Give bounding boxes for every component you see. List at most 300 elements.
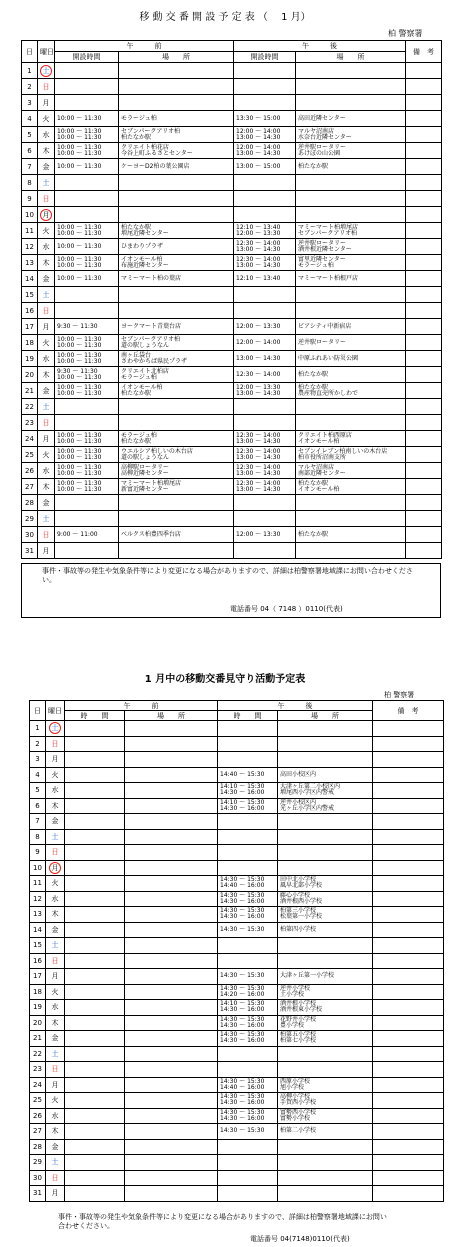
time-text: 12:30 ～ 14:00 (236, 463, 281, 471)
time-text: 12:00 ～ 13:30 (236, 229, 281, 237)
place-cell (278, 845, 373, 861)
time-cell (55, 431, 119, 447)
header-day-2: 日 (30, 701, 46, 721)
time-text: 13:00 ～ 14:30 (236, 389, 281, 397)
weekday (46, 1015, 65, 1031)
place-cell (119, 223, 234, 239)
place-cell (296, 495, 406, 511)
weekday-label: 土 (42, 290, 50, 299)
note-cell (373, 845, 444, 861)
time-cell (218, 1108, 278, 1124)
place-text: 豊小学校 (280, 1021, 305, 1029)
time-text: 9:30 ～ 11:30 (57, 367, 98, 375)
note-cell (406, 495, 442, 511)
place-cell (125, 891, 218, 907)
place-cell (296, 143, 406, 159)
place-cell (125, 752, 218, 768)
place-text: 酒井根東小学校 (280, 1006, 323, 1014)
time-cell (218, 736, 278, 752)
place-text: 南部近隣センター (298, 469, 346, 477)
time-text: 14:30 ～ 16:00 (220, 897, 265, 905)
place-text: マルヤ沼南店 (298, 463, 335, 471)
time-cell (234, 479, 296, 495)
place-text: 逆井小学校 (280, 984, 311, 992)
weekday (46, 1031, 65, 1047)
weekday (46, 984, 65, 1000)
time-cell (218, 798, 278, 814)
time-cell (218, 969, 278, 985)
note-cell (406, 351, 442, 367)
weekday-label: 金 (51, 1034, 59, 1043)
place-cell (125, 953, 218, 969)
place-cell (125, 721, 218, 737)
place-text: ベルクス柏豊四季台店 (121, 530, 181, 538)
table-row (22, 495, 442, 511)
note-cell (406, 95, 442, 111)
weekday-label: 日 (51, 848, 59, 857)
time-cell (55, 447, 119, 463)
weekday-label: 金 (42, 498, 50, 507)
header-am-place-2: 場 所 (125, 711, 218, 721)
weekday-label: 金 (51, 1142, 59, 1151)
header-day: 日 (22, 41, 38, 63)
place-text: セブンパークアリオ柏 (121, 127, 181, 135)
time-text: 10:00 ～ 11:30 (57, 114, 102, 122)
time-text: 10:00 ～ 11:30 (57, 447, 102, 455)
place-cell (278, 1108, 373, 1124)
time-cell (55, 319, 119, 335)
note-cell (373, 752, 444, 768)
weekday (46, 798, 65, 814)
weekday-label: 火 (51, 987, 59, 996)
place-text: 逆井駅ロータリー (298, 338, 347, 346)
time-text: 14:30 ～ 15:30 (220, 1077, 265, 1085)
note-cell (373, 1000, 444, 1016)
note-cell (406, 255, 442, 271)
place-cell (296, 351, 406, 367)
place-text: 増尾西小学区内警戒 (280, 789, 335, 797)
day-number: 26 (22, 463, 38, 479)
day-number: 4 (30, 767, 46, 783)
weekday-label: 水 (51, 1111, 59, 1120)
place-cell (119, 303, 234, 319)
day-number: 3 (22, 95, 38, 111)
patrol-schedule-title: 1 月中の移動交番見守り活動予定表 (144, 674, 306, 685)
weekday-label: 木 (51, 1127, 59, 1136)
time-cell (234, 335, 296, 351)
table-row (22, 271, 442, 287)
time-text: 14:30 ～ 15:30 (220, 1108, 265, 1116)
weekday (46, 1124, 65, 1140)
place-cell (278, 829, 373, 845)
time-text: 10:00 ～ 11:30 (57, 453, 102, 461)
place-text: 田中北小学校 (280, 876, 317, 884)
time-cell (218, 814, 278, 830)
time-cell (218, 1000, 278, 1016)
place-cell (296, 207, 406, 223)
place-text: モラージュ柏 (298, 261, 334, 269)
day-number: 9 (30, 845, 46, 861)
place-text: 高柳小学校 (280, 1093, 311, 1101)
note-cell (373, 1062, 444, 1078)
time-text: 12:00 ～ 14:00 (236, 143, 281, 151)
place-cell (296, 175, 406, 191)
weekday-label: 土 (49, 722, 61, 734)
place-cell (125, 829, 218, 845)
place-cell (278, 860, 373, 876)
place-cell (278, 1155, 373, 1171)
note-cell (406, 63, 442, 79)
time-text: 12:30 ～ 14:00 (236, 431, 281, 439)
table-row (30, 1093, 444, 1109)
weekday (38, 527, 55, 543)
weekday (38, 415, 55, 431)
place-cell (119, 511, 234, 527)
weekday-label: 月 (51, 972, 59, 981)
time-cell (65, 736, 125, 752)
place-cell (278, 1093, 373, 1109)
table-row (30, 969, 444, 985)
day-number: 15 (30, 938, 46, 954)
note-cell (373, 783, 444, 799)
weekday-label: 火 (51, 879, 59, 888)
place-cell (296, 415, 406, 431)
place-cell (125, 1155, 218, 1171)
time-cell (55, 543, 119, 559)
weekday-label: 木 (51, 910, 59, 919)
time-text: 14:30 ～ 15:30 (220, 891, 265, 899)
place-text: ウエルシア柏しいの木台店 (121, 447, 193, 455)
header-dow-2: 曜日 (46, 701, 65, 721)
time-text: 9:30 ～ 11:30 (57, 322, 98, 330)
time-text: 14:30 ～ 16:00 (220, 1006, 265, 1014)
weekday (38, 463, 55, 479)
time-text: 13:00 ～ 14:30 (236, 133, 281, 141)
place-cell (296, 287, 406, 303)
time-cell (218, 876, 278, 892)
day-number: 30 (22, 527, 38, 543)
place-text: マミーマート柏増尾店 (121, 479, 182, 487)
note-cell (373, 891, 444, 907)
note-cell (406, 143, 442, 159)
place-text: クリエイト柏花店 (121, 143, 169, 151)
time-cell (234, 255, 296, 271)
weekday (38, 239, 55, 255)
table-row (30, 829, 444, 845)
notice-text-2: 事件・事故等の発生や気象条件等により変更になる場合がありますので、詳細は柏警察署地域課にお問い合わせください。 (58, 1213, 387, 1230)
note-cell (373, 829, 444, 845)
day-number: 26 (30, 1108, 46, 1124)
time-cell (234, 95, 296, 111)
time-text: 13:00 ～ 14:30 (236, 149, 281, 157)
weekday-label: 水 (51, 786, 59, 795)
day-number: 18 (30, 984, 46, 1000)
place-cell (296, 543, 406, 559)
note-cell (406, 367, 442, 383)
time-text: 10:00 ～ 11:30 (57, 479, 102, 487)
time-cell (65, 1046, 125, 1062)
place-cell (296, 159, 406, 175)
place-cell (296, 271, 406, 287)
place-cell (119, 127, 234, 143)
weekday-label: 木 (42, 482, 50, 491)
time-cell (65, 1186, 125, 1202)
weekday-label: 木 (42, 146, 50, 155)
weekday-label: 火 (42, 450, 50, 459)
time-cell (218, 907, 278, 923)
table-row (22, 335, 442, 351)
weekday (38, 447, 55, 463)
time-cell (65, 1124, 125, 1140)
time-text: 10:00 ～ 11:30 (57, 149, 102, 157)
phone-number-2: 電話番号 04(7148)0110(代表) (250, 1235, 350, 1243)
day-number: 2 (22, 79, 38, 95)
weekday (46, 969, 65, 985)
time-text: 10:00 ～ 11:30 (57, 351, 102, 359)
table-row (30, 1155, 444, 1171)
weekday-label: 火 (51, 1096, 59, 1105)
place-cell (125, 1124, 218, 1140)
time-cell (218, 922, 278, 938)
place-text: 道の駅しょうなん (121, 453, 170, 461)
place-text: 今谷上町ふるさとセンター (121, 149, 193, 157)
note-cell (373, 798, 444, 814)
place-text: 大津ヶ丘第一小学校 (280, 972, 335, 980)
weekday-label: 月 (51, 1189, 59, 1198)
time-text: 13:00 ～ 14:30 (236, 437, 281, 445)
place-text: 柏たなか駅 (121, 223, 152, 231)
time-cell (234, 271, 296, 287)
time-cell (65, 1093, 125, 1109)
time-cell (234, 383, 296, 399)
time-text: 13:30 ～ 15:00 (236, 114, 281, 122)
time-text: 10:00 ～ 11:30 (57, 383, 102, 391)
time-text: 12:00 ～ 14:00 (236, 338, 281, 346)
table-row (22, 511, 442, 527)
note-cell (373, 1124, 444, 1140)
place-text: モラージュ柏 (121, 114, 157, 122)
weekday (38, 143, 55, 159)
time-cell (65, 984, 125, 1000)
weekday-label: 土 (51, 1049, 59, 1058)
time-text: 10:00 ～ 11:30 (57, 341, 102, 349)
weekday-label: 土 (51, 832, 59, 841)
time-cell (55, 463, 119, 479)
note-cell (406, 271, 442, 287)
time-text: 12:30 ～ 14:00 (236, 370, 281, 378)
time-text: 14:30 ～ 15:30 (220, 925, 265, 933)
time-cell (234, 127, 296, 143)
time-cell (55, 367, 119, 383)
time-cell (218, 891, 278, 907)
place-cell (125, 1000, 218, 1016)
day-number: 5 (22, 127, 38, 143)
table-row (30, 845, 444, 861)
place-cell (278, 1015, 373, 1031)
time-text: 10:00 ～ 11:30 (57, 437, 102, 445)
time-text: 14:30 ～ 15:30 (220, 972, 265, 980)
weekday (46, 752, 65, 768)
note-cell (373, 860, 444, 876)
day-number: 23 (30, 1062, 46, 1078)
time-text: 14:30 ～ 15:30 (220, 984, 265, 992)
place-text: ひまわりプラザ (121, 242, 164, 250)
time-text: 14:30 ～ 16:00 (220, 1037, 265, 1045)
day-number: 28 (22, 495, 38, 511)
day-number: 31 (30, 1186, 46, 1202)
phone-number: 電話番号 04（ 7148 ）0110(代表) (230, 605, 343, 613)
note-cell (406, 175, 442, 191)
time-text: 12:00 ～ 13:30 (236, 322, 281, 330)
weekday-label: 日 (42, 418, 50, 427)
time-text: 13:00 ～ 14:30 (236, 469, 281, 477)
time-text: 10:00 ～ 11:30 (57, 162, 102, 170)
place-text: マミーマート柏根戸店 (298, 274, 359, 282)
header-am-time-2: 時 間 (65, 711, 125, 721)
time-cell (234, 367, 296, 383)
place-cell (119, 255, 234, 271)
place-cell (119, 383, 234, 399)
time-cell (55, 415, 119, 431)
place-cell (296, 463, 406, 479)
note-cell (373, 938, 444, 954)
place-text: 光ヶ丘小学区内警戒 (280, 804, 335, 812)
time-cell (65, 1155, 125, 1171)
note-cell (406, 191, 442, 207)
day-number: 12 (30, 891, 46, 907)
time-cell (218, 767, 278, 783)
day-number: 31 (22, 543, 38, 559)
place-cell (125, 1139, 218, 1155)
place-cell (296, 79, 406, 95)
time-cell (65, 953, 125, 969)
time-cell (55, 511, 119, 527)
time-cell (65, 876, 125, 892)
time-cell (55, 95, 119, 111)
day-number: 22 (22, 399, 38, 415)
time-cell (55, 239, 119, 255)
time-text: 12:30 ～ 14:00 (236, 479, 281, 487)
day-number: 3 (30, 752, 46, 768)
weekday-label: 金 (42, 162, 50, 171)
place-cell (119, 479, 234, 495)
place-text: 高柳駅ロータリー (121, 463, 170, 471)
place-cell (119, 79, 234, 95)
place-text: イオンモール柏 (121, 383, 163, 391)
place-text: モラージュ柏 (121, 373, 157, 381)
day-number: 28 (30, 1139, 46, 1155)
note-cell (406, 239, 442, 255)
table-row (22, 143, 442, 159)
weekday (46, 1139, 65, 1155)
day-number: 27 (30, 1124, 46, 1140)
place-text: 増尾近隣センター (121, 229, 169, 237)
time-cell (55, 527, 119, 543)
time-text: 10:00 ～ 11:30 (57, 469, 102, 477)
day-number: 15 (22, 287, 38, 303)
organization-name-2: 柏 警察署 (384, 691, 415, 699)
note-cell (373, 1186, 444, 1202)
day-number: 16 (30, 953, 46, 969)
place-text: 柏たなか駅 (121, 389, 152, 397)
time-cell (55, 271, 119, 287)
header-pm-time-2: 時 間 (218, 711, 278, 721)
day-number: 6 (22, 143, 38, 159)
time-cell (65, 969, 125, 985)
table-row (22, 431, 442, 447)
place-cell (119, 111, 234, 127)
place-cell (119, 95, 234, 111)
time-text: 12:00 ～ 13:30 (236, 530, 281, 538)
time-cell (65, 1015, 125, 1031)
weekday-label: 日 (51, 1065, 59, 1074)
place-cell (296, 255, 406, 271)
place-cell (125, 984, 218, 1000)
time-cell (65, 1031, 125, 1047)
weekday (38, 495, 55, 511)
weekday-label: 日 (42, 82, 50, 91)
time-text: 13:00 ～ 14:30 (236, 354, 281, 362)
weekday (46, 922, 65, 938)
time-text: 14:40 ～ 16:00 (220, 882, 265, 890)
place-cell (125, 798, 218, 814)
weekday-label: 水 (42, 466, 50, 475)
time-cell (234, 207, 296, 223)
place-text: 柏たなか駅 (298, 383, 329, 391)
place-cell (296, 191, 406, 207)
day-number: 4 (22, 111, 38, 127)
time-text: 14:30 ～ 15:30 (220, 1015, 265, 1023)
place-text: 逆井駅ロータリー (298, 143, 347, 151)
time-text: 14:30 ～ 16:00 (220, 913, 265, 921)
time-text: 10:00 ～ 11:30 (57, 229, 102, 237)
place-cell (119, 543, 234, 559)
place-text: 高田小校区内 (280, 770, 317, 778)
place-cell (278, 938, 373, 954)
time-text: 14:30 ～ 15:30 (220, 876, 265, 884)
weekday (46, 1155, 65, 1171)
weekday (46, 1062, 65, 1078)
place-text: マミーマート柏増尾店 (298, 223, 359, 231)
day-number: 9 (22, 191, 38, 207)
place-cell (278, 1031, 373, 1047)
place-cell (278, 891, 373, 907)
place-cell (296, 367, 406, 383)
table-row (22, 191, 442, 207)
weekday (38, 95, 55, 111)
place-cell (296, 111, 406, 127)
place-text: 柏市役所沼南支所 (298, 453, 347, 461)
time-cell (65, 783, 125, 799)
place-cell (119, 415, 234, 431)
weekday-label: 火 (42, 114, 50, 123)
note-cell (373, 767, 444, 783)
place-cell (125, 938, 218, 954)
weekday-label: 木 (51, 1018, 59, 1027)
time-text: 10:00 ～ 11:30 (57, 357, 102, 365)
day-number: 19 (22, 351, 38, 367)
time-cell (55, 223, 119, 239)
weekday-label: 土 (42, 402, 50, 411)
weekday-label: 水 (42, 242, 50, 251)
place-cell (278, 1077, 373, 1093)
weekday (46, 767, 65, 783)
table-row (30, 752, 444, 768)
table-row (30, 1015, 444, 1031)
time-text: 14:10 ～ 15:30 (220, 783, 265, 791)
weekday (38, 271, 55, 287)
time-cell (218, 860, 278, 876)
